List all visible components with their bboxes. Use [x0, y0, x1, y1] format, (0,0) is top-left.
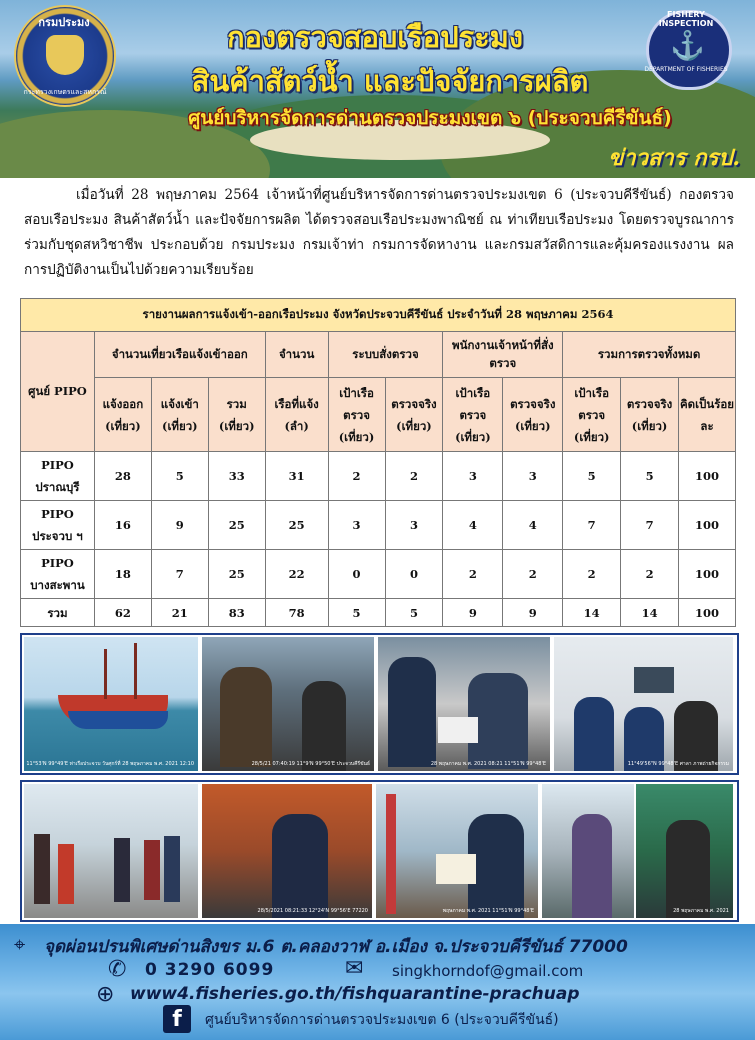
photo-caption: พฤษภาคม พ.ศ. 2021 11°51'N 99°48'E	[442, 908, 534, 914]
header-system-group: ระบบสั่งตรวจ	[328, 332, 443, 378]
value-cell: 3	[385, 501, 443, 550]
footer-phone[interactable]: 0 3290 6099	[145, 960, 275, 980]
news-text: เมื่อวันที่ 28 พฤษภาคม 2564 เจ้าหน้าที่ศูนย์บริหารจัดการด่านตรวจประมงเขต 6 (ประจวบคีรีขันธ์) กองตรวจสอบเรือประมง สินค้าสัตว์น้ำ และปัจจัยการผลิต ได้ตรวจสอบเรือประมงพาณิชย์ ณ ท่าเทียบเรือประมง โดยตรวจบูรณาการร่วมกับชุดสหวิชาชีพ ประกอบด้วย กรมประมง กรมเจ้าท่า กรมการจัดหางาน และกรมสวัสดิการและคุ้มครองแรงงาน ผลการปฏิบัติงานเป็นไปด้วยความเรียบร้อย	[24, 187, 734, 278]
header-out: แจ้งออก (เที่ยว)	[94, 378, 151, 452]
value-cell: 25	[208, 501, 265, 550]
value-cell: 5	[563, 452, 621, 501]
value-cell: 7	[563, 501, 621, 550]
logo-left-bottom-text: กระทรวงเกษตรและสหกรณ์	[23, 88, 107, 96]
header-total-target: เป้าเรือตรวจ (เที่ยว)	[563, 378, 621, 452]
photo-caption: 28/5/2021 08:21:33 12°24'N 99°56'E 77220	[257, 908, 368, 914]
location-pin-icon: ⌖	[14, 932, 26, 956]
value-cell: 3	[443, 452, 503, 501]
photo-caption: 11°53'N 99°49'E ท่าเรือประจวบ วันศุกร์ที่ 28 พฤษภาคม พ.ศ. 2021 12:10	[26, 761, 194, 767]
page-title-line2: สินค้าสัตว์น้ำ และปัจจัยการผลิต	[191, 64, 589, 98]
value-cell: 31	[265, 452, 328, 501]
photo-caption: 28 พฤษภาคม พ.ศ. 2021	[673, 908, 729, 914]
header-system-target: เป้าเรือตรวจ (เที่ยว)	[328, 378, 385, 452]
value-cell: 7	[621, 501, 679, 550]
header-boats: เรือที่แจ้ง (ลำ)	[265, 378, 328, 452]
table-total-row	[21, 599, 736, 627]
table-row	[21, 501, 736, 550]
value-cell: 2	[503, 550, 563, 599]
value-cell: 2	[443, 550, 503, 599]
center-name-cell: PIPO บางสะพาน	[21, 550, 95, 599]
photo-document-check	[378, 637, 550, 771]
value-cell: 4	[503, 501, 563, 550]
value-cell: 78	[265, 599, 328, 627]
value-cell: 25	[208, 550, 265, 599]
logo-right-top-text: FISHERY INSPECTION	[658, 10, 714, 28]
photo-team-group	[24, 784, 198, 918]
value-cell: 18	[94, 550, 151, 599]
value-cell: 9	[503, 599, 563, 627]
value-cell: 62	[94, 599, 151, 627]
footer-facebook[interactable]: ศูนย์บริหารจัดการด่านตรวจประมงเขต 6 (ประจวบคีรีขันธ์)	[205, 1012, 559, 1028]
photo-office-meeting	[554, 637, 733, 771]
value-cell: 5	[621, 452, 679, 501]
value-cell: 2	[385, 452, 443, 501]
value-cell: 3	[503, 452, 563, 501]
value-cell: 100	[679, 550, 736, 599]
photo-fishing-boat	[24, 637, 198, 771]
emblem-icon	[46, 35, 84, 75]
value-cell: 3	[328, 501, 385, 550]
department-of-fisheries-logo	[14, 5, 116, 107]
value-cell: 5	[328, 599, 385, 627]
center-name-cell: PIPO ปราณบุรี	[21, 452, 95, 501]
value-cell: 14	[621, 599, 679, 627]
website-icon: ⊕	[96, 982, 115, 1007]
table-row	[21, 550, 736, 599]
photo-strip-bottom	[20, 780, 739, 922]
value-cell: 9	[151, 501, 208, 550]
footer-contact	[0, 924, 755, 1040]
footer-email[interactable]: singkhorndof@gmail.com	[392, 962, 584, 980]
value-cell: 7	[151, 550, 208, 599]
table-caption: รายงานผลการแจ้งเข้า-ออกเรือประมง จังหวัดประจวบคีรีขันธ์ ประจำวันที่ 28 พฤษภาคม 2564	[21, 299, 736, 332]
header-banner	[0, 0, 755, 178]
value-cell: 0	[385, 550, 443, 599]
header-center: ศูนย์ PIPO	[21, 332, 95, 452]
header-trips-group: จำนวนเที่ยวเรือแจ้งเข้าออก	[94, 332, 265, 378]
footer-address: จุดผ่อนปรนพิเศษด่านสิงขร ม.6 ต.คลองวาฬ อ.เมือง จ.ประจวบคีรีขันธ์ 77000	[44, 937, 628, 957]
value-cell: 9	[443, 599, 503, 627]
facebook-icon[interactable]: f	[163, 1005, 191, 1033]
anchor-icon: ⚓	[670, 29, 705, 62]
value-cell: 0	[328, 550, 385, 599]
photo-inspection-record	[376, 784, 538, 918]
photo-officer-cabin	[636, 784, 733, 918]
value-cell: 33	[208, 452, 265, 501]
photo-caption: 28 พฤษภาคม พ.ศ. 2021 08:21 11°51'N 99°48'E	[430, 761, 546, 767]
value-cell: 2	[563, 550, 621, 599]
value-cell: 100	[679, 452, 736, 501]
phone-icon: ✆	[108, 957, 127, 982]
header-boats-group: จำนวน	[265, 332, 328, 378]
center-name-cell: PIPO ประจวบ ฯ	[21, 501, 95, 550]
photo-caption: 28/5/21 07:40:19 11°9'N 99°50'E ประจวบคีรีขันธ์	[251, 761, 370, 767]
photo-strip-top	[20, 633, 739, 775]
header-in: แจ้งเข้า (เที่ยว)	[151, 378, 208, 452]
value-cell: 28	[94, 452, 151, 501]
table-row	[21, 452, 736, 501]
value-cell: 25	[265, 501, 328, 550]
photo-officer-engine-room	[542, 784, 634, 918]
header-officer-actual: ตรวจจริง (เที่ยว)	[503, 378, 563, 452]
news-tag: ข่าวสาร กรป.	[608, 145, 740, 171]
header-percent: คิดเป็นร้อยละ	[679, 378, 736, 452]
photo-officer-inspection	[202, 637, 374, 771]
logo-right-bottom-text: DEPARTMENT OF FISHERIES	[644, 66, 728, 73]
value-cell: 16	[94, 501, 151, 550]
value-cell: 5	[385, 599, 443, 627]
center-name-cell: รวม	[21, 599, 95, 627]
value-cell: 100	[679, 501, 736, 550]
value-cell: 14	[563, 599, 621, 627]
news-paragraph	[24, 183, 734, 283]
value-cell: 4	[443, 501, 503, 550]
email-icon: ✉	[345, 956, 364, 981]
photo-boat-interior	[202, 784, 372, 918]
header-sum: รวม (เที่ยว)	[208, 378, 265, 452]
value-cell: 22	[265, 550, 328, 599]
value-cell: 100	[679, 599, 736, 627]
value-cell: 21	[151, 599, 208, 627]
footer-website[interactable]: www4.fisheries.go.th/fishquarantine-prachuap	[130, 984, 580, 1004]
header-officer-group: พนักงานเจ้าหน้าที่สั่งตรวจ	[443, 332, 563, 378]
page-title-line1: กองตรวจสอบเรือประมง	[226, 20, 524, 54]
value-cell: 2	[621, 550, 679, 599]
header-total-actual: ตรวจจริง (เที่ยว)	[621, 378, 679, 452]
value-cell: 83	[208, 599, 265, 627]
report-table	[20, 298, 736, 627]
page-subtitle: ศูนย์บริหารจัดการด่านตรวจประมงเขต ๖ (ประจวบคีรีขันธ์)	[188, 107, 672, 129]
header-system-actual: ตรวจจริง (เที่ยว)	[385, 378, 443, 452]
value-cell: 2	[328, 452, 385, 501]
value-cell: 5	[151, 452, 208, 501]
header-officer-target: เป้าเรือตรวจ (เที่ยว)	[443, 378, 503, 452]
header-total-group: รวมการตรวจทั้งหมด	[563, 332, 736, 378]
logo-left-top-text: กรมประมง	[38, 16, 90, 29]
photo-caption: 11°49'56"N 99°48'E ศาลา ภาพถ่ายกิจกรรม	[627, 761, 729, 767]
